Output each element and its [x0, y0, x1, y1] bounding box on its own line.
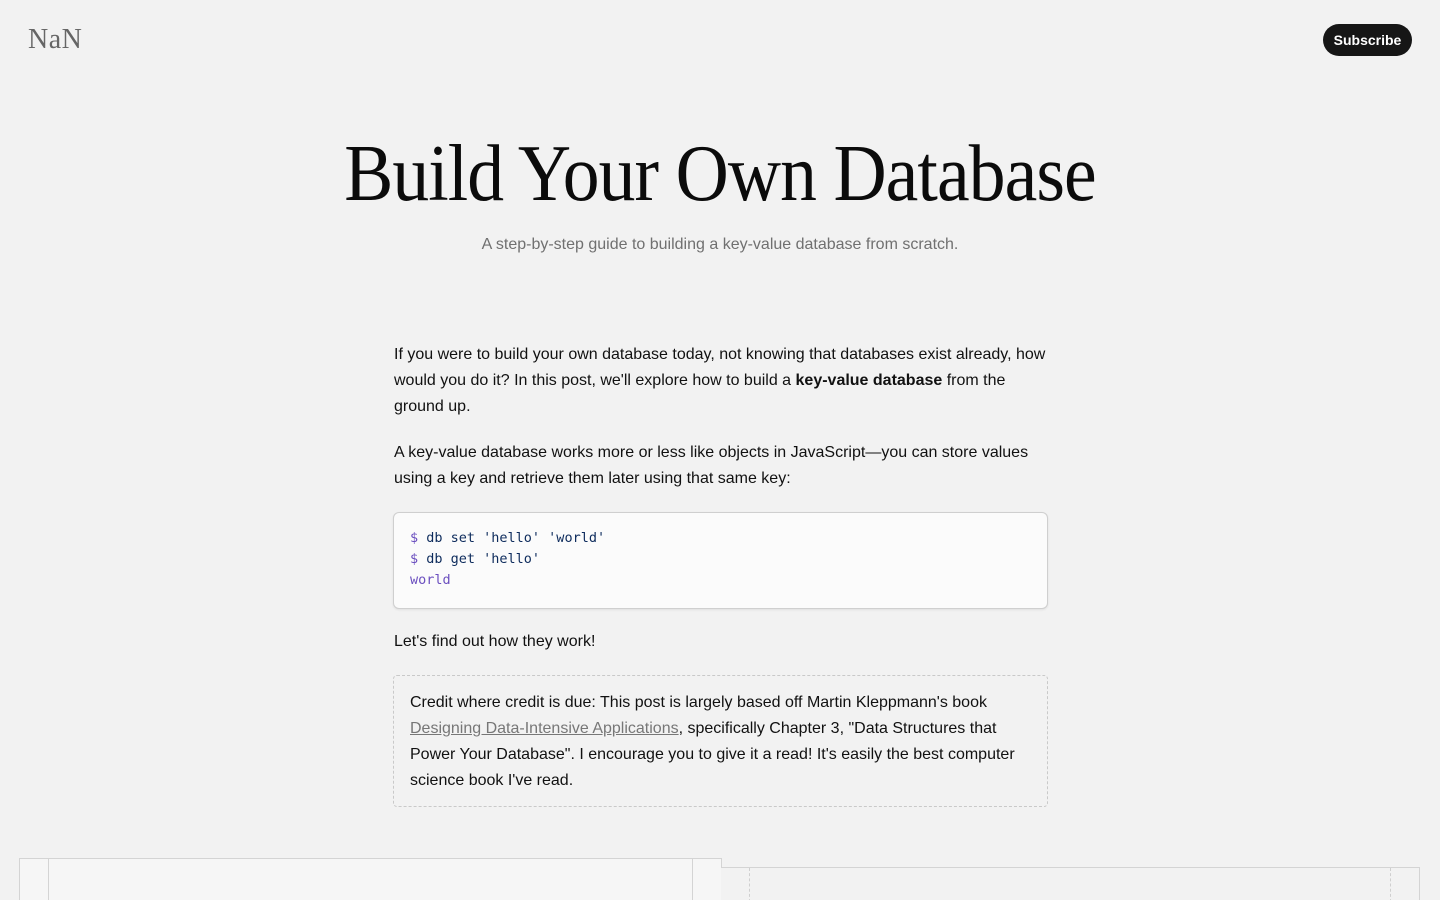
code-block [393, 512, 1048, 609]
panel-divider [1390, 868, 1391, 900]
callout-text-end: , specifically Chapter 3, "Data Structures that Power Your Database". I encourage you to give it a read! It's easily the best computer science book I've read. [410, 720, 1015, 789]
panel-divider [692, 859, 693, 900]
site-logo[interactable]: NaN [28, 24, 83, 55]
page-subtitle: A step-by-step guide to building a key-value database from scratch. [481, 236, 959, 253]
book-link[interactable]: Designing Data-Intensive Applications [410, 720, 679, 737]
panel-divider [749, 868, 750, 900]
code-line [410, 570, 1031, 591]
shell-prompt: $ [410, 530, 419, 546]
code-line [410, 549, 1031, 570]
subscribe-button[interactable]: Subscribe [1323, 24, 1412, 56]
demo-panel-left [19, 858, 722, 900]
credit-callout [393, 675, 1048, 807]
intro-paragraph [394, 342, 1048, 420]
article-body [394, 342, 1048, 807]
page-title: Build Your Own Database [344, 130, 1096, 218]
explanation-paragraph: A key-value database works more or less like objects in JavaScript—you can store values using a key and retrieve them later using that same key: [394, 444, 1029, 487]
shell-command: db set 'hello' 'world' [418, 530, 606, 546]
intro-text-start: If you were to build your own database today, not knowing that databases exist already, how would you do it? In this post, we'll explore how to build a [394, 346, 1046, 389]
shell-output: world [410, 572, 451, 588]
demo-panel-right [721, 867, 1420, 900]
shell-command: db get 'hello' [418, 551, 541, 567]
panel-divider [48, 859, 49, 900]
transition-paragraph: Let's find out how they work! [394, 633, 596, 650]
intro-bold-term: key-value database [795, 372, 943, 389]
code-line [410, 528, 1031, 549]
callout-text-start: Credit where credit is due: This post is largely based off Martin Kleppmann's book [410, 694, 987, 711]
shell-prompt: $ [410, 551, 419, 567]
intro-text-end: from the ground up. [394, 372, 1006, 415]
